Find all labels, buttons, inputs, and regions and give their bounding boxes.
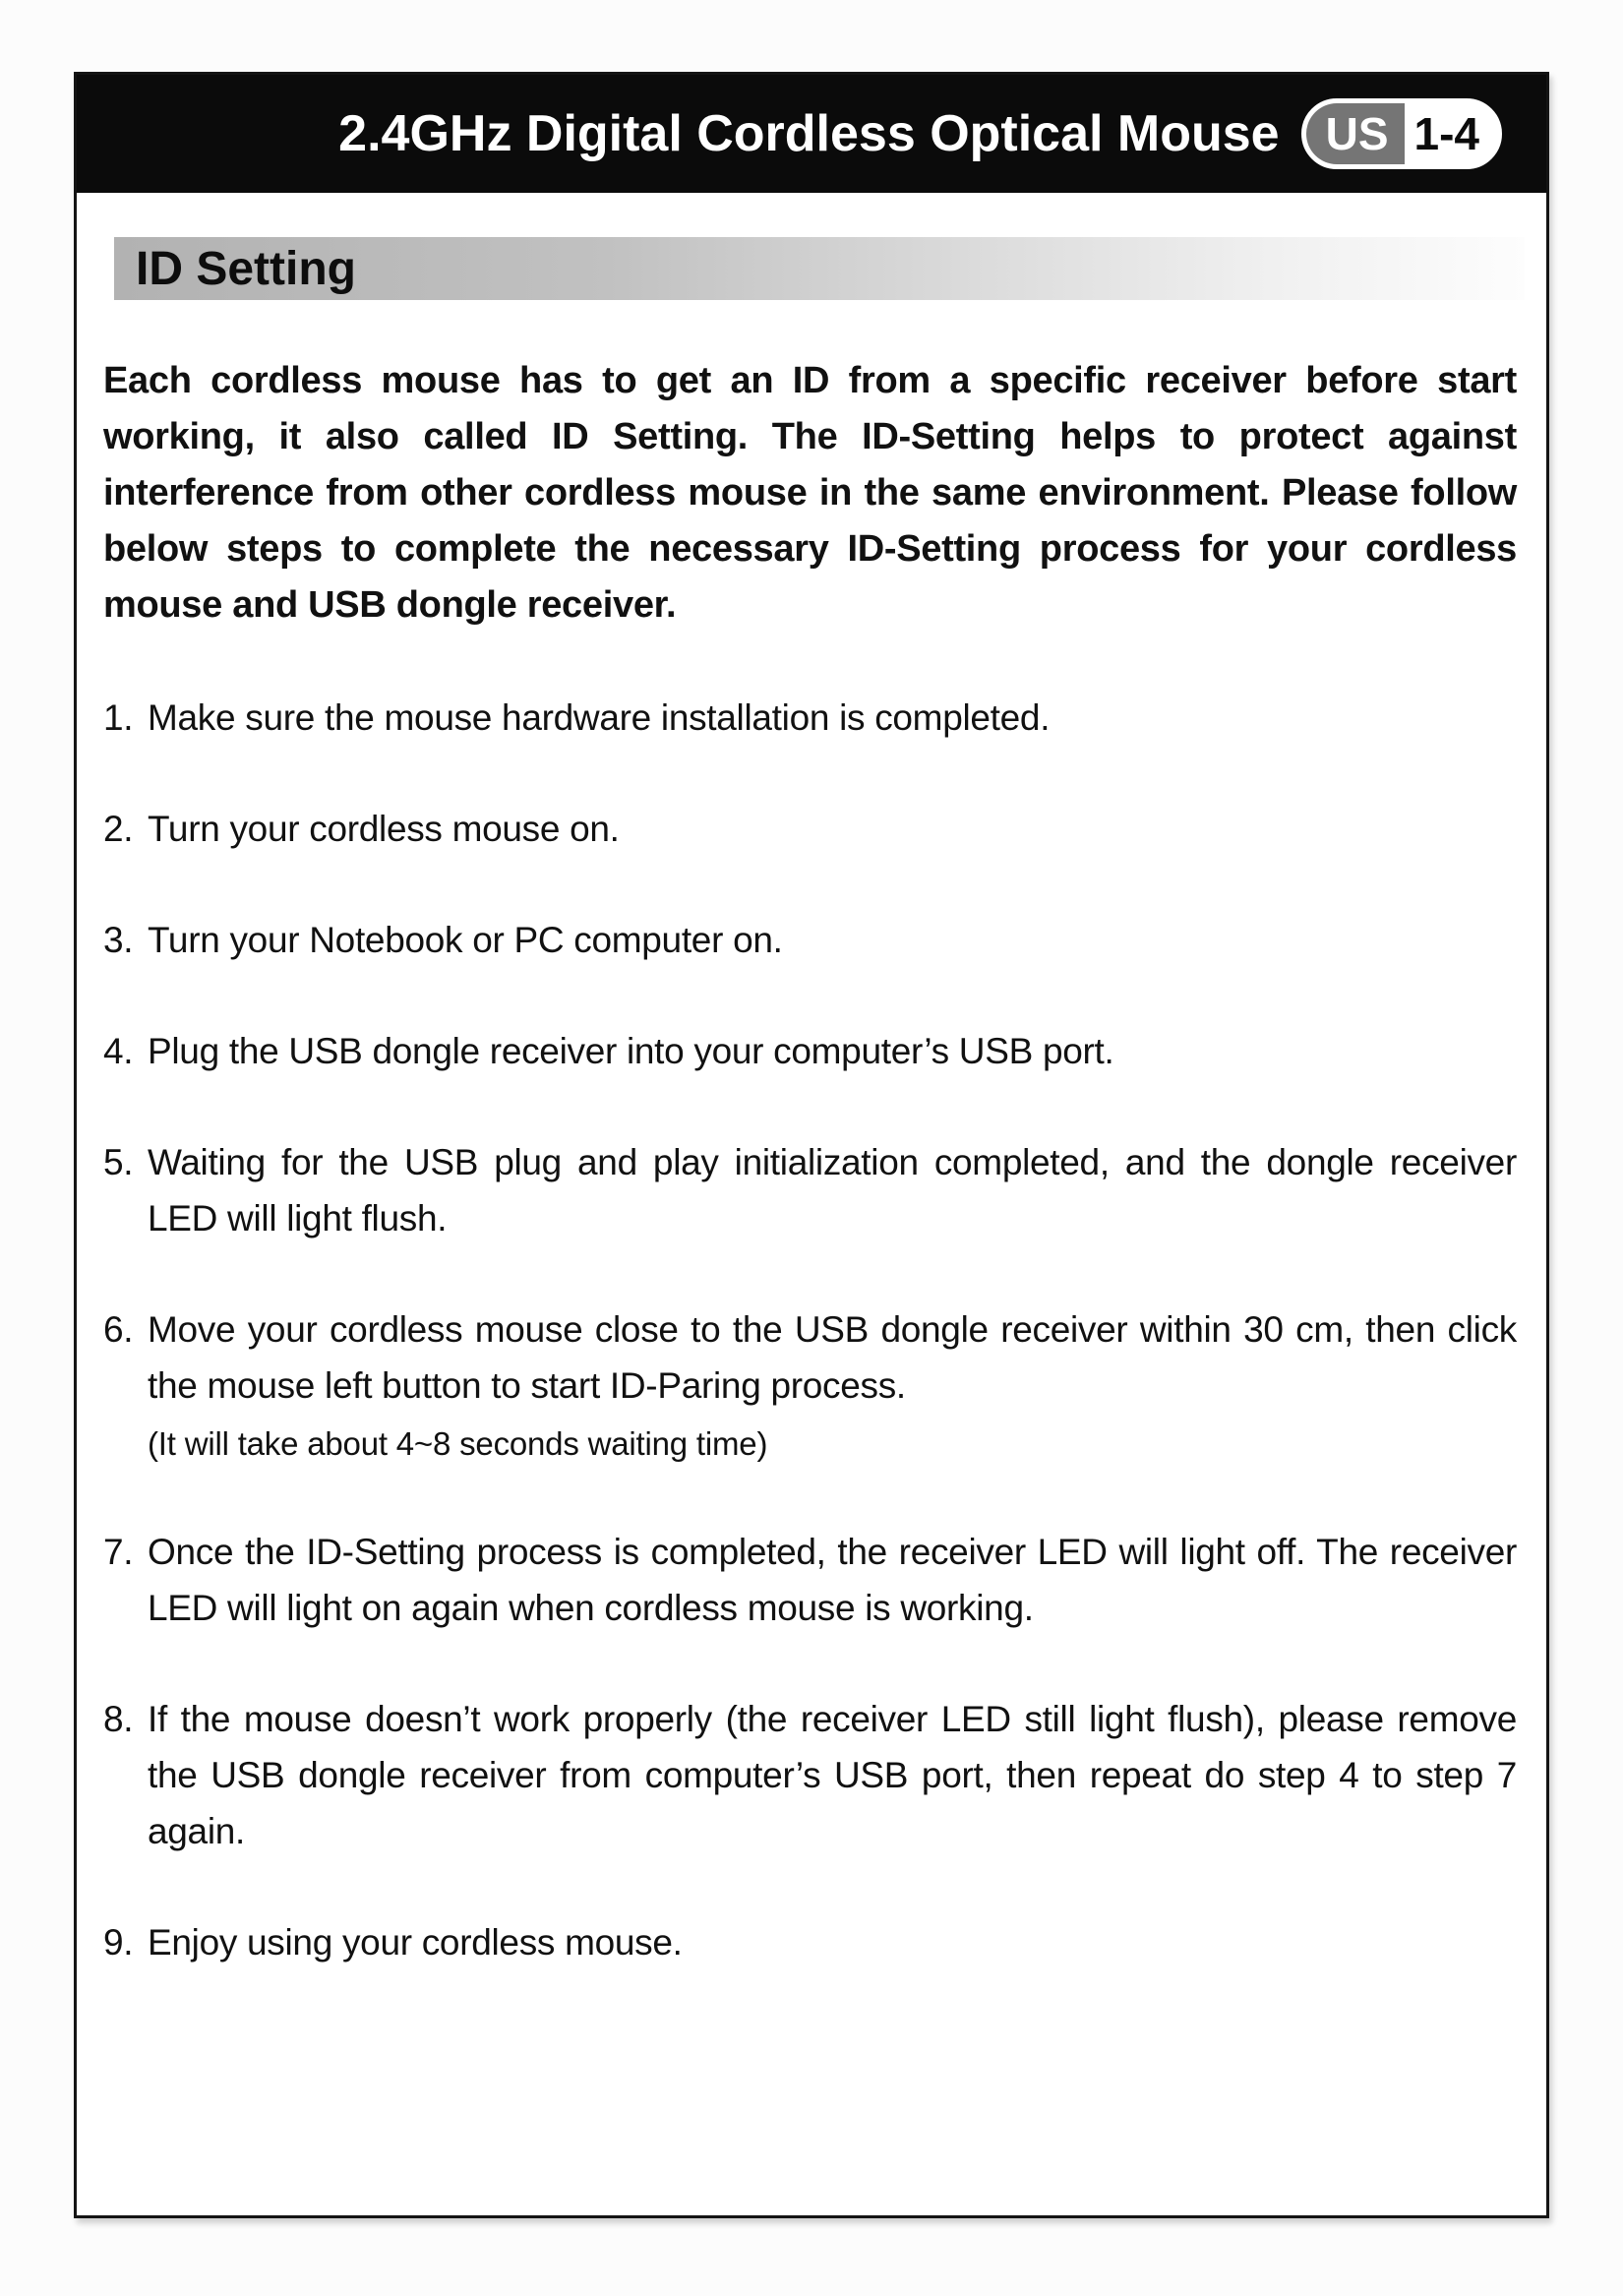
step-item-5 (103, 1134, 1517, 1246)
step-item-8 (103, 1691, 1517, 1859)
section-heading-bar (114, 237, 1525, 300)
step-item-9 (103, 1914, 1517, 1970)
step-note: (It will take about 4~8 seconds waiting time) (148, 1425, 768, 1462)
step-number: 4. (103, 1031, 134, 1071)
intro-paragraph: Each cordless mouse has to get an ID from a specific receiver before start working, it also called ID Setting. The ID-Setting helps to protect against interference from other cordless mouse in the same environment. Please follow below steps to complete the necessary ID-Setting process for your cordless mouse and USB dongle receiver. (103, 360, 1517, 626)
step-number: 8. (103, 1699, 134, 1739)
step-text: Enjoy using your cordless mouse. (148, 1922, 683, 1963)
step-number: 2. (103, 809, 134, 849)
step-text: Waiting for the USB plug and play initialization completed, and the dongle receiver LED will light flush. (148, 1142, 1517, 1239)
step-text: Turn your cordless mouse on. (148, 809, 620, 849)
page-content (77, 353, 1546, 1970)
step-item-3 (103, 912, 1517, 968)
step-number: 1. (103, 697, 134, 738)
step-text: If the mouse doesn’t work properly (the receiver LED still light flush), please remove the USB dongle receiver from computer’s USB port, then repeat do step 4 to step 7 again. (148, 1699, 1517, 1851)
step-text: Move your cordless mouse close to the USB dongle receiver within 30 cm, then click the mouse left button to start ID-Paring process. (148, 1309, 1517, 1406)
step-text: Plug the USB dongle receiver into your computer’s USB port. (148, 1031, 1114, 1071)
step-text: Make sure the mouse hardware installation is completed. (148, 697, 1051, 738)
step-text: Turn your Notebook or PC computer on. (148, 920, 783, 960)
step-text: Once the ID-Setting process is completed, the receiver LED will light off. The receiver LED will light on again when cordless mouse is working. (148, 1532, 1517, 1628)
steps-list (103, 690, 1517, 1970)
step-number: 5. (103, 1142, 134, 1182)
step-item-6 (103, 1301, 1517, 1469)
locale-label: US (1306, 103, 1405, 164)
locale-page-badge (1301, 98, 1502, 169)
page-number-label: 1-4 (1405, 103, 1497, 164)
step-number: 9. (103, 1922, 134, 1963)
page-title: 2.4GHz Digital Cordless Optical Mouse (338, 105, 1280, 162)
step-item-7 (103, 1524, 1517, 1636)
step-item-4 (103, 1023, 1517, 1079)
step-number: 7. (103, 1532, 134, 1572)
step-item-2 (103, 801, 1517, 857)
title-bar (77, 75, 1546, 193)
step-number: 3. (103, 920, 134, 960)
step-number: 6. (103, 1309, 134, 1350)
section-heading-text: ID Setting (136, 242, 356, 295)
manual-page-sheet (74, 72, 1549, 2218)
step-item-1 (103, 690, 1517, 746)
